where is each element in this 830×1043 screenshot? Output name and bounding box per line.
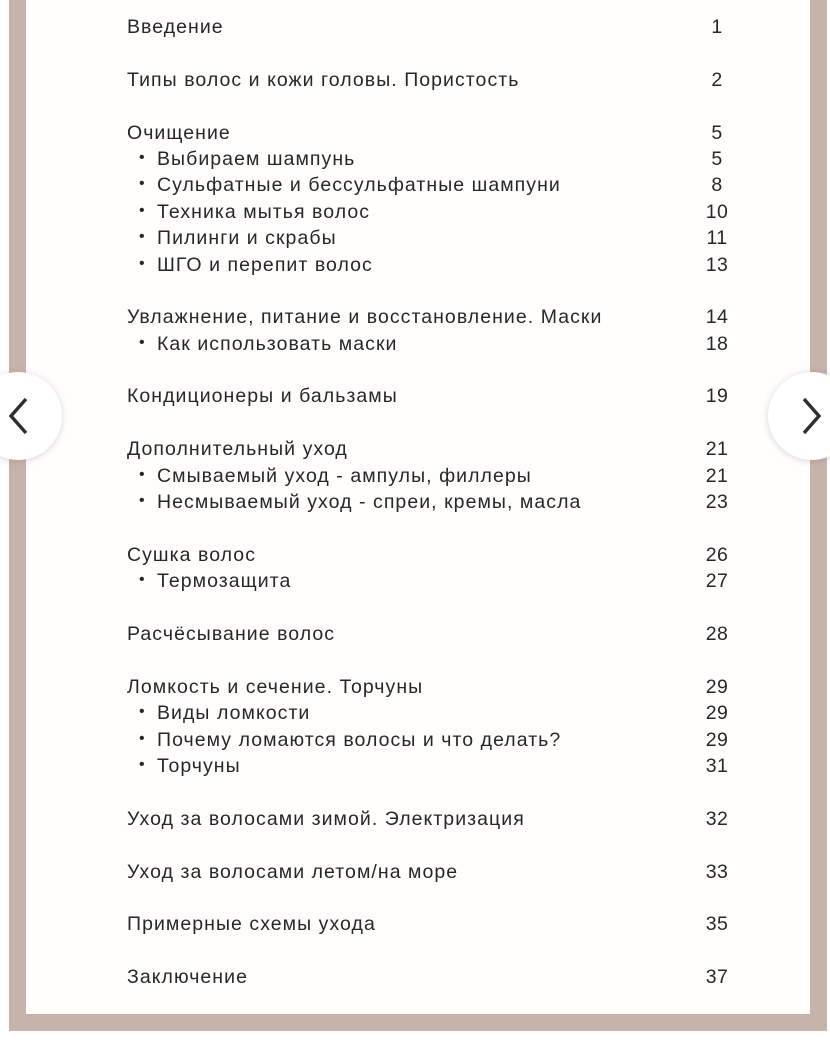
bullet-icon: • — [139, 755, 146, 773]
toc-page-number: 23 — [705, 491, 729, 514]
toc-subitem — [127, 146, 747, 172]
toc-entry-title: Сушка волос — [127, 543, 256, 566]
toc-entry — [127, 120, 747, 146]
toc-page-number: 29 — [705, 702, 729, 725]
toc-page-number: 21 — [705, 438, 729, 461]
toc-subitem-label: Виды ломкости — [157, 702, 311, 725]
toc-entry-title: Уход за волосами зимой. Электризация — [127, 807, 525, 830]
toc-group — [127, 14, 747, 40]
bullet-icon: • — [139, 228, 146, 246]
toc-entry — [127, 964, 747, 990]
toc-group — [127, 542, 747, 595]
chevron-right-icon — [799, 395, 825, 437]
toc-subitem — [127, 225, 747, 251]
toc-page-number: 11 — [706, 227, 728, 250]
toc-entry-title: Расчёсывание волос — [127, 622, 336, 645]
toc-subitem-label: Смываемый уход - ампулы, филлеры — [157, 464, 532, 487]
toc-entry-title: Дополнительный уход — [127, 438, 348, 461]
toc-page-number: 5 — [711, 147, 723, 170]
bullet-icon: • — [139, 201, 146, 219]
toc-subitem-label: Термозащита — [157, 570, 292, 593]
toc-page-number: 37 — [705, 966, 729, 989]
toc-page-number: 27 — [705, 570, 729, 593]
toc-subitem-label: Пилинги и скрабы — [157, 227, 337, 250]
toc-page-number: 10 — [705, 200, 729, 223]
toc-subitem — [127, 753, 747, 779]
toc-entry — [127, 14, 747, 40]
toc-subitem — [127, 172, 747, 198]
bullet-icon: • — [139, 148, 146, 166]
toc-entry — [127, 911, 747, 937]
toc-page-number: 14 — [705, 306, 729, 329]
toc-subitem-label: Торчуны — [157, 754, 241, 777]
toc-entry-title: Кондиционеры и бальзамы — [127, 385, 398, 408]
toc-group — [127, 436, 747, 515]
toc-entry — [127, 806, 747, 832]
toc-page-number: 29 — [705, 728, 729, 751]
toc-group — [127, 120, 747, 278]
toc-entry — [127, 859, 747, 885]
toc-entry-title: Заключение — [127, 966, 248, 989]
toc-subitem-label: ШГО и перепит волос — [157, 253, 373, 276]
toc-subitem-label: Техника мытья волос — [157, 200, 371, 223]
table-of-contents — [127, 14, 747, 990]
toc-entry-title: Ломкость и сечение. Торчуны — [127, 675, 424, 698]
toc-subitem — [127, 463, 747, 489]
toc-group — [127, 621, 747, 647]
toc-page-number: 32 — [705, 807, 729, 830]
bullet-icon: • — [139, 465, 146, 483]
bullet-icon: • — [139, 333, 146, 351]
toc-entry-title: Уход за волосами летом/на море — [127, 860, 459, 883]
toc-entry — [127, 67, 747, 93]
toc-page-number: 26 — [705, 543, 729, 566]
toc-entry — [127, 621, 747, 647]
toc-group — [127, 806, 747, 832]
toc-page-number: 29 — [705, 675, 729, 698]
toc-entry — [127, 674, 747, 700]
toc-page-number: 28 — [705, 622, 729, 645]
chevron-left-icon — [5, 395, 31, 437]
bullet-icon: • — [139, 175, 146, 193]
toc-page-number: 33 — [705, 860, 729, 883]
toc-page-number: 19 — [705, 385, 729, 408]
toc-group — [127, 67, 747, 93]
toc-subitem — [127, 727, 747, 753]
toc-subitem-label: Почему ломаются волосы и что делать? — [157, 728, 562, 751]
bullet-icon: • — [139, 254, 146, 272]
toc-page-number: 5 — [711, 121, 723, 144]
toc-subitem-label: Несмываемый уход - спреи, кремы, масла — [157, 491, 582, 514]
toc-group — [127, 304, 747, 357]
toc-subitem — [127, 252, 747, 278]
toc-page-number: 31 — [705, 754, 729, 777]
toc-group — [127, 383, 747, 409]
toc-entry-title: Введение — [127, 16, 224, 38]
bullet-icon: • — [139, 571, 146, 589]
toc-subitem — [127, 489, 747, 515]
toc-subitem — [127, 700, 747, 726]
toc-group — [127, 859, 747, 885]
toc-subitem-label: Как использовать маски — [157, 332, 398, 355]
toc-subitem-label: Выбираем шампунь — [157, 147, 356, 170]
toc-page-number: 1 — [711, 16, 723, 38]
toc-subitem-label: Сульфатные и бессульфатные шампуни — [157, 174, 561, 197]
toc-entry — [127, 304, 747, 330]
toc-subitem — [127, 568, 747, 594]
toc-subitem — [127, 199, 747, 225]
toc-group — [127, 964, 747, 990]
toc-entry-title: Очищение — [127, 121, 231, 144]
toc-entry-title: Типы волос и кожи головы. Пористость — [127, 68, 520, 91]
bullet-icon: • — [139, 703, 146, 721]
toc-group — [127, 911, 747, 937]
toc-entry-title: Примерные схемы ухода — [127, 913, 376, 936]
toc-page-number: 13 — [705, 253, 729, 276]
toc-page-number: 8 — [711, 174, 723, 197]
toc-entry — [127, 542, 747, 568]
toc-entry — [127, 436, 747, 462]
toc-entry — [127, 383, 747, 409]
toc-group — [127, 674, 747, 780]
bullet-icon: • — [139, 492, 146, 510]
toc-page-number: 35 — [705, 913, 729, 936]
toc-page-number: 2 — [711, 68, 723, 91]
toc-subitem — [127, 331, 747, 357]
toc-page-number: 21 — [705, 464, 729, 487]
bullet-icon: • — [139, 729, 146, 747]
toc-page-number: 18 — [705, 332, 729, 355]
toc-entry-title: Увлажнение, питание и восстановление. Маски — [127, 306, 603, 329]
